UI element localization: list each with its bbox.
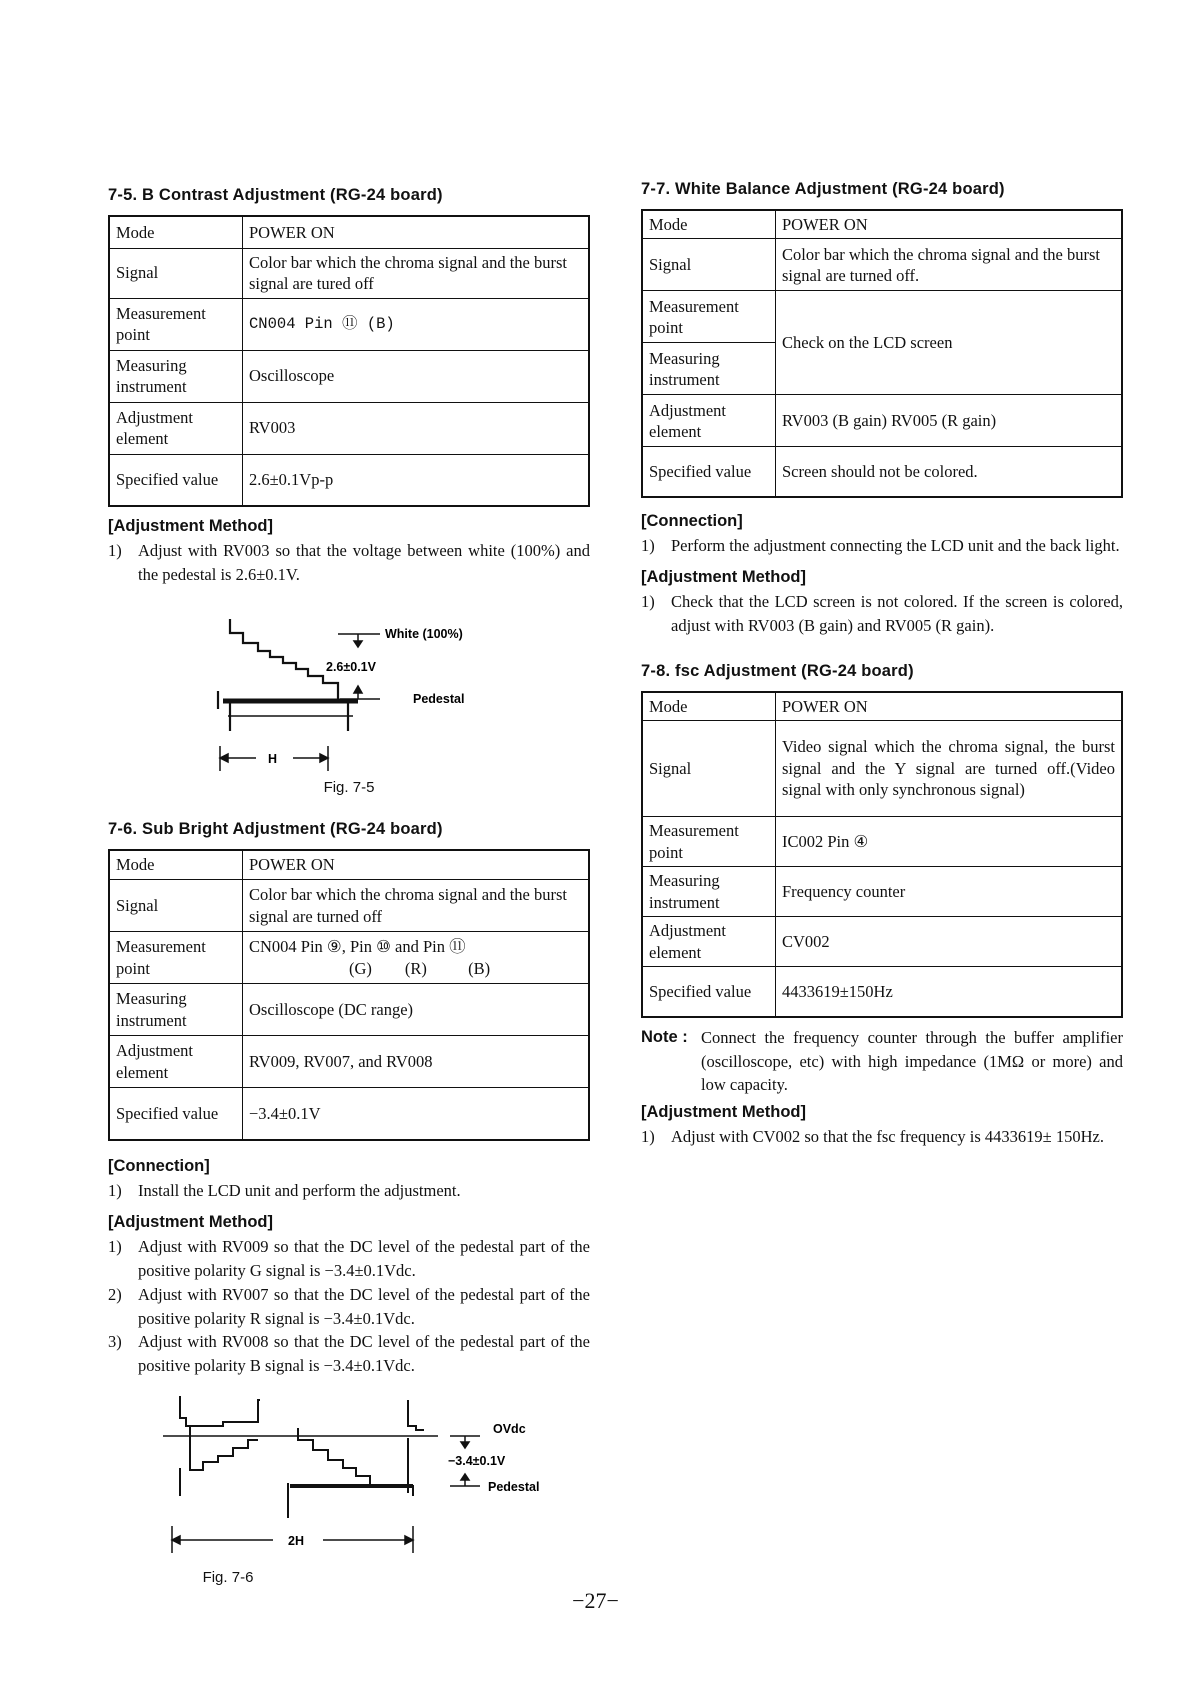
step-number: 1)	[108, 541, 122, 560]
step-number: 1)	[641, 535, 655, 555]
ovdc-label: OVdc	[493, 1422, 526, 1437]
figure-caption: Fig. 7-5	[323, 778, 375, 796]
step-number: 1)	[108, 1180, 122, 1200]
row-key: Measurement point	[109, 932, 243, 984]
row-value	[243, 932, 590, 984]
figure-caption: Fig. 7-6	[202, 1569, 254, 1587]
step-text: Adjust with RV007 so that the DC level of the pedestal part of the positive polarity R signal is −3.4±0.1Vdc.	[138, 1284, 590, 1328]
list-item	[641, 1125, 1123, 1149]
connection-heading: [Connection]	[108, 1156, 210, 1175]
row-value: Frequency counter	[776, 867, 1123, 917]
section-7-6	[108, 820, 590, 1586]
note-label: Note :	[641, 1027, 688, 1046]
row-key: Measurement point	[642, 291, 776, 343]
row-key: Measurement point	[642, 817, 776, 867]
method-heading: [Adjustment Method]	[108, 517, 273, 535]
row-key: Mode	[642, 210, 776, 239]
row-value: RV009, RV007, and RV008	[243, 1036, 590, 1088]
row-value: Oscilloscope	[243, 350, 590, 402]
row-value: IC002 Pin ④	[776, 817, 1123, 867]
method-heading: [Adjustment Method]	[108, 1212, 273, 1231]
spec-table	[108, 215, 590, 507]
section-title: 7-7. White Balance Adjustment (RG-24 board)	[641, 180, 1005, 198]
row-value: RV003	[243, 402, 590, 454]
method-list	[108, 539, 590, 587]
method-list	[108, 1235, 590, 1379]
row-value: Oscilloscope (DC range)	[243, 984, 590, 1036]
row-value: POWER ON	[243, 216, 590, 248]
method-list	[641, 1125, 1123, 1149]
method-list	[641, 590, 1123, 638]
section-7-7	[641, 180, 1123, 638]
row-key: Mode	[642, 692, 776, 721]
measurement-colors: (G) (R) (B)	[349, 958, 491, 978]
row-key: Measuring instrument	[642, 867, 776, 917]
list-item	[108, 539, 590, 587]
step-text: Adjust with RV009 so that the DC level of the pedestal part of the positive polarity G signal is −3.4±0.1Vdc.	[138, 1236, 590, 1280]
section-7-5	[108, 186, 590, 796]
section-title: 7-6. Sub Bright Adjustment (RG-24 board)	[108, 819, 443, 838]
list-item	[108, 1179, 590, 1203]
voltage-label: 2.6±0.1V	[326, 659, 376, 674]
pedestal-label: Pedestal	[488, 1480, 540, 1495]
left-column	[108, 186, 590, 1586]
row-key: Specified value	[109, 454, 243, 506]
row-key: Adjustment element	[642, 395, 776, 447]
step-number: 1)	[641, 591, 655, 611]
spec-table	[641, 209, 1123, 498]
row-key: Specified value	[642, 967, 776, 1017]
row-value: RV003 (B gain) RV005 (R gain)	[776, 395, 1123, 447]
row-key: Mode	[109, 216, 243, 248]
row-value: Color bar which the chroma signal and the burst signal are turned off.	[776, 239, 1123, 291]
row-key: Measuring instrument	[109, 984, 243, 1036]
row-value: POWER ON	[776, 210, 1123, 239]
spec-table	[108, 849, 590, 1141]
list-item	[108, 1283, 590, 1331]
row-key: Measurement point	[109, 298, 243, 350]
row-key: Adjustment element	[109, 1036, 243, 1088]
step-number: 1)	[108, 1236, 122, 1256]
section-title: 7-5. B Contrast Adjustment (RG-24 board)	[108, 186, 443, 204]
h-label: 2H	[288, 1534, 304, 1549]
section-title: 7-8. fsc Adjustment (RG-24 board)	[641, 661, 914, 680]
waveform-diagram	[108, 1388, 590, 1563]
note	[641, 1026, 1123, 1098]
step-number: 1)	[641, 1127, 655, 1147]
row-key: Adjustment element	[109, 402, 243, 454]
list-item	[641, 590, 1123, 638]
row-value: Check on the LCD screen	[776, 291, 1123, 395]
row-value: Color bar which the chroma signal and the burst signal are turned off	[243, 880, 590, 932]
method-heading: [Adjustment Method]	[641, 1103, 806, 1122]
list-item	[108, 1330, 590, 1378]
row-key: Signal	[109, 880, 243, 932]
right-column	[641, 180, 1123, 1149]
row-value: 2.6±0.1Vp-p	[243, 454, 590, 506]
measurement-pins: CN004 Pin ⑨, Pin ⑩ and Pin ⑪	[249, 937, 466, 957]
row-key: Signal	[642, 239, 776, 291]
connection-list	[108, 1179, 590, 1203]
connection-heading: [Connection]	[641, 511, 743, 530]
row-key: Mode	[109, 850, 243, 880]
row-key: Measuring instrument	[642, 343, 776, 395]
row-value: CN004 Pin ⑪ (B)	[243, 298, 590, 350]
row-key: Specified value	[642, 447, 776, 497]
step-text: Adjust with RV008 so that the DC level of the pedestal part of the positive polarity B signal is −3.4±0.1Vdc.	[138, 1332, 590, 1376]
section-7-8	[641, 662, 1123, 1150]
row-key: Measuring instrument	[109, 350, 243, 402]
row-value: 4433619±150Hz	[776, 967, 1123, 1017]
row-value: Video signal which the chroma signal, the burst signal and the Y signal are turned off.(Video signal with only synchronous signal)	[776, 721, 1123, 817]
row-key: Signal	[109, 248, 243, 298]
connection-list	[641, 534, 1123, 558]
list-item	[108, 1235, 590, 1283]
step-text: Install the LCD unit and perform the adjustment.	[138, 1180, 461, 1200]
row-key: Signal	[642, 721, 776, 817]
waveform-diagram	[108, 591, 590, 781]
row-value: Screen should not be colored.	[776, 447, 1123, 497]
pedestal-label: Pedestal	[413, 691, 465, 706]
h-label: H	[268, 751, 278, 766]
note-text: Connect the frequency counter through the buffer amplifier (oscilloscope, etc) with high impedance (1MΩ or more) and low capacity.	[701, 1027, 1123, 1095]
row-key: Specified value	[109, 1088, 243, 1140]
step-text: Adjust with RV003 so that the voltage between white (100%) and the pedestal is 2.6±0.1V.	[138, 541, 590, 584]
row-value: −3.4±0.1V	[243, 1088, 590, 1140]
row-value: CV002	[776, 917, 1123, 967]
row-value: Color bar which the chroma signal and the burst signal are tured off	[243, 248, 590, 298]
row-value: POWER ON	[243, 850, 590, 880]
row-value: POWER ON	[776, 692, 1123, 721]
step-text: Adjust with CV002 so that the fsc frequency is 4433619± 150Hz.	[671, 1127, 1104, 1147]
step-number: 3)	[108, 1332, 122, 1352]
page-number: −27−	[572, 1588, 619, 1613]
method-heading: [Adjustment Method]	[641, 567, 806, 586]
spec-table	[641, 691, 1123, 1018]
voltage-label: −3.4±0.1V	[448, 1454, 506, 1469]
list-item	[641, 534, 1123, 558]
figure-7-5	[108, 591, 590, 781]
step-number: 2)	[108, 1284, 122, 1304]
row-key: Adjustment element	[642, 917, 776, 967]
white-label: White (100%)	[385, 626, 463, 641]
figure-7-6	[108, 1388, 590, 1563]
step-text: Check that the LCD screen is not colored. If the screen is colored, adjust with RV003 (B gain) and RV005 (R gain).	[671, 591, 1123, 635]
step-text: Perform the adjustment connecting the LCD unit and the back light.	[671, 535, 1120, 555]
